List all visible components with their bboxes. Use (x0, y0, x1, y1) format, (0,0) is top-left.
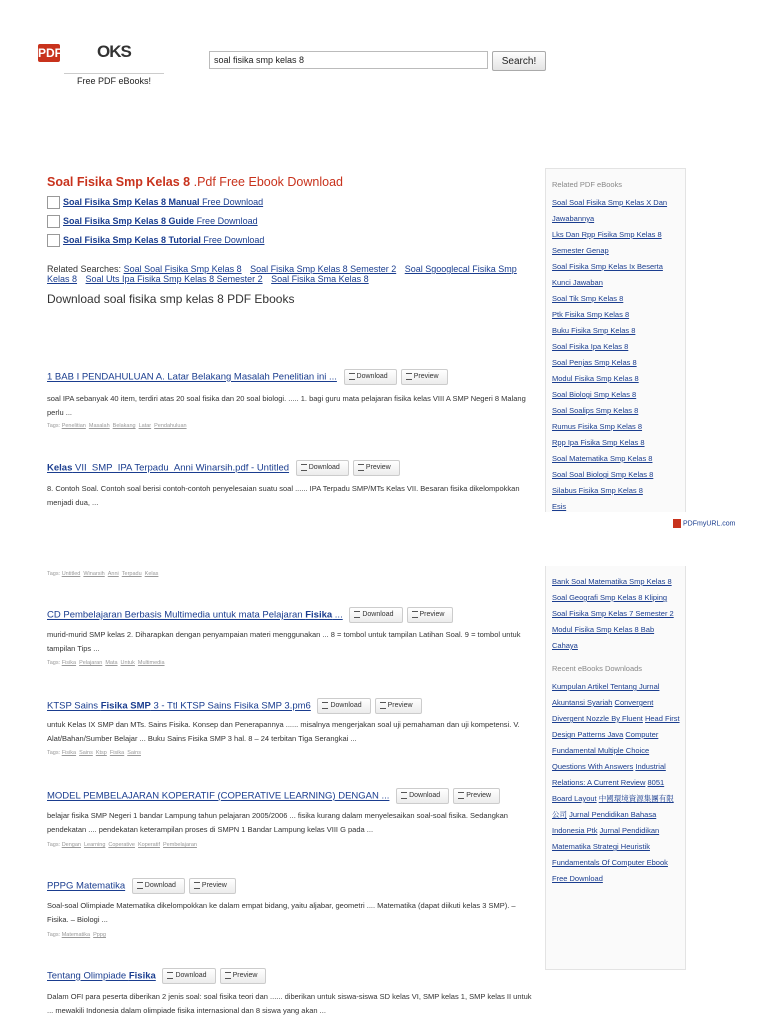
related-pdf-link[interactable]: Lks Dan Rpp Fisika Smp Kelas 8 Semester Genap (552, 230, 662, 255)
download-button-label: Download (409, 792, 441, 799)
tag-link[interactable]: Terpadu (121, 571, 142, 577)
page-break-gap (545, 512, 686, 566)
preview-button[interactable] (401, 369, 448, 385)
tag-link[interactable]: Winarsih (83, 571, 105, 577)
result-title-post: 3 - Ttl KTSP Sains Fisika SMP 3.pm6 (150, 700, 311, 712)
pdfmyurl-label: PDFmyURL.com (683, 520, 736, 528)
tags-label: Tags: (47, 571, 61, 577)
related-pdf-link[interactable]: Rumus Fisika Smp Kelas 8 (552, 422, 643, 431)
ebook-manual-free[interactable]: Free Download (199, 196, 264, 207)
search-input[interactable] (209, 51, 488, 69)
recent-ebook-link[interactable]: Jurnal Pendidikan Bahasa Indonesia Ptk (552, 810, 657, 835)
result-title-pre: Tentang Olimpiade (47, 970, 129, 982)
result-title-row (47, 788, 500, 804)
download-icon (349, 373, 355, 380)
preview-button-label: Preview (466, 792, 492, 799)
pdfmyurl-badge[interactable] (673, 519, 736, 528)
tag-link[interactable]: Kelas (144, 571, 159, 577)
result-tags (47, 423, 190, 429)
related-searches-label: Related Searches: (47, 264, 122, 274)
download-button-label: Download (362, 611, 394, 618)
download-icon (167, 972, 173, 979)
tag-link[interactable]: Penelitian (61, 423, 86, 429)
tag-link[interactable]: Mata (105, 660, 118, 666)
recent-ebook-link[interactable]: Industrial Relations: A Current Review (552, 762, 666, 787)
related-pdf-link[interactable]: Rpp Ipa Fisika Smp Kelas 8 (552, 438, 645, 447)
preview-button[interactable] (375, 698, 422, 714)
preview-button-label: Preview (419, 611, 445, 618)
result-title-link[interactable] (47, 372, 337, 383)
recent-ebook-link[interactable]: Computer Fundamental Multiple Choice Questions With Answers (552, 730, 659, 771)
tags-label: Tags: (47, 750, 61, 756)
tag-link[interactable]: Belakang (112, 423, 136, 429)
recent-ebook-link[interactable]: 8051 Board Layout (552, 778, 665, 803)
tags-label: Tags: (47, 423, 61, 429)
tag-link[interactable]: Ktsp (95, 750, 107, 756)
related-search-link[interactable]: Soal Fisika Sma Kelas 8 (271, 274, 369, 284)
result-title-link[interactable] (47, 610, 343, 621)
result-tags (47, 571, 161, 577)
result-title-pre: 1 BAB I PENDAHULUAN A. Latar Belakang Masalah Penelitian ini ... (47, 371, 337, 383)
related-pdf-list-continued (552, 574, 680, 887)
preview-icon (406, 373, 412, 380)
related-pdf-link[interactable]: Silabus Fisika Smp Kelas 8 (552, 486, 643, 495)
related-pdf-link[interactable]: Soal Fisika Smp Kelas 7 Semester 2 (552, 609, 674, 618)
preview-button[interactable] (189, 878, 236, 894)
tag-link[interactable]: Anni (107, 571, 119, 577)
ebook-tutorial-free[interactable]: Free Download (200, 234, 265, 245)
tag-link[interactable]: Coperative (108, 842, 135, 848)
recent-ebook-link[interactable]: Convergent Divergent Nozzle By Fluent (552, 698, 654, 723)
recent-ebook-link[interactable]: Kumpulan Artikel Tentang Jurnal Akuntansi Syariah (552, 682, 660, 707)
result-title-bold: Fisika (128, 970, 156, 982)
download-button[interactable] (396, 788, 449, 804)
site-tagline: Free PDF eBooks! (64, 73, 164, 86)
download-icon (137, 882, 143, 889)
result-tags (47, 932, 109, 938)
tag-link[interactable]: Fisika (61, 660, 77, 666)
result-title-row (47, 878, 236, 894)
page-title-keyword: Soal Fisika Smp Kelas 8 (47, 175, 191, 189)
recent-ebook-link[interactable]: Fundamentals Of Computer Ebook Free Download (552, 858, 668, 883)
result-title-link[interactable] (47, 463, 289, 474)
tag-link[interactable]: Masalah (88, 423, 110, 429)
result-title-row (47, 607, 453, 623)
related-pdf-link[interactable]: Ptk Fisika Smp Kelas 8 (552, 310, 630, 319)
download-button-label: Download (356, 373, 388, 380)
tag-link[interactable]: Koperatif (138, 842, 161, 848)
tag-link[interactable]: Sains (127, 750, 141, 756)
result-snippet: untuk Kelas IX SMP dan MTs. Sains Fisika. Konsep dan Penerapannya ...... misalnya mengerjakan soal uji pemahaman dan uji kompetensi. V. Alat/Bahan/Sumber Belajar ... Buku Sains Fisika SMP 3 hal. 8 – 24 terbitan Tiga Serangkai ... (47, 720, 520, 743)
result-title-pre: KTSP Sains (47, 700, 101, 712)
ebook-guide-row[interactable] (47, 215, 258, 229)
result-title-pre: CD Pembelajaran Berbasis Multimedia untuk mata Pelajaran (47, 609, 306, 621)
download-button-label: Download (144, 882, 176, 889)
download-icon (301, 464, 307, 471)
related-search-link[interactable]: Soal Uts Ipa Fisika Smp Kelas 8 Semester 2 (85, 274, 263, 284)
download-button[interactable] (162, 968, 215, 984)
download-heading: Download soal fisika smp kelas 8 PDF Ebooks (47, 292, 295, 306)
result-title-row (47, 369, 448, 385)
ebook-tutorial-row[interactable] (47, 234, 264, 248)
ebook-checkbox[interactable] (47, 215, 60, 228)
related-searches (47, 264, 535, 284)
related-pdf-link[interactable]: Soal Fisika Ipa Kelas 8 (552, 342, 629, 351)
result-title-link[interactable] (47, 881, 125, 892)
related-pdf-link[interactable]: Soal Soal Biologi Smp Kelas 8 (552, 470, 654, 479)
ebook-tutorial-link[interactable]: Soal Fisika Smp Kelas 8 Tutorial (63, 234, 201, 245)
page-title (47, 175, 343, 189)
related-search-link[interactable]: Soal Fisika Smp Kelas 8 Semester 2 (250, 264, 397, 274)
preview-button-label: Preview (365, 464, 391, 471)
related-search-link[interactable]: Soal Sgooglecal Fisika Smp Kelas 8 (47, 264, 517, 284)
preview-icon (225, 972, 231, 979)
tags-label: Tags: (47, 932, 61, 938)
download-icon (322, 702, 328, 709)
ebook-guide-link[interactable]: Soal Fisika Smp Kelas 8 Guide (63, 215, 195, 226)
result-snippet: Dalam OFI para peserta diberikan 2 jenis soal: soal fisika teori dan ...... diberikan untuk siswa-siswa SD kelas VI, SMP kelas 1, SMP kelas II untuk ... mewakili Indonesia dalam olimpiade fisika internasional dan 8 siswa yang akan ... (47, 992, 532, 1015)
recent-ebook-link[interactable]: Jurnal Pendidikan Matematika Strategi Heuristik (552, 826, 660, 851)
preview-button-label: Preview (387, 702, 413, 709)
preview-icon (380, 702, 386, 709)
tag-link[interactable]: Multimedia (137, 660, 165, 666)
preview-icon (412, 611, 418, 618)
result-snippet: Soal-soal Olimpiade Matematika dikelompokkan ke dalam empat bidang, yaitu aljabar, geometri .... Matematika (dapat diikuti kelas 3 SMP). – Fisika. – Biologi ... (47, 901, 516, 924)
preview-button[interactable] (220, 968, 267, 984)
result-title-link[interactable] (47, 701, 311, 712)
download-button-label: Download (308, 464, 340, 471)
preview-icon (458, 792, 464, 799)
preview-icon (358, 464, 364, 471)
download-button-label: Download (175, 972, 207, 979)
preview-button[interactable] (453, 788, 500, 804)
tag-link[interactable]: Pppg (93, 932, 106, 938)
recent-downloads-heading: Recent eBooks Downloads (552, 664, 643, 673)
tag-link[interactable]: Matematika (61, 932, 91, 938)
recent-ebook-link[interactable]: Head First Design Patterns Java (552, 714, 680, 739)
related-pdf-link[interactable]: Soal Soalips Smp Kelas 8 (552, 406, 639, 415)
result-snippet: soal IPA sebanyak 40 item, terdiri atas 20 soal fisika dan 20 soal biologi. ..... 1. bagi guru mata pelajaran fisika kelas VIII A SMP Negeri 8 Malang perlu ... (47, 394, 526, 417)
result-title-bold: Fisika (305, 609, 333, 621)
search-button[interactable]: Search! (492, 51, 546, 71)
result-title-row (47, 698, 422, 714)
download-icon (401, 792, 407, 799)
related-pdf-link[interactable]: Modul Fisika Smp Kelas 8 Bab Cahaya (552, 625, 655, 650)
result-snippet: murid-murid SMP kelas 2. Diharapkan dengan penyampaian materi menggunakan ... 8 = tombol untuk tampilan Latihan Soal. 9 = tombol untuk tampilan Tips ... (47, 630, 521, 653)
tags-label: Tags: (47, 660, 61, 666)
preview-button-label: Preview (413, 373, 439, 380)
ebook-guide-free[interactable]: Free Download (194, 215, 258, 226)
download-button-label: Download (330, 702, 362, 709)
related-pdf-link[interactable]: Soal Soal Fisika Smp Kelas X Dan Jawabannya (552, 198, 668, 223)
result-snippet: belajar fisika SMP Negeri 1 bandar Lampung tahun pelajaran 2005/2006 ... fisika kurang dalam menyelesaikan soal-soal fisika. Sedangkan pendekatan .... pendekatan keterampilan proses di SMPN 1 Bandar Lampung kelas VIII G pada ... (47, 811, 508, 834)
related-pdf-link[interactable]: Bank Soal Matematika Smp Kelas 8 (552, 577, 672, 586)
download-icon (354, 611, 360, 618)
result-title-bold: Kelas (47, 462, 73, 474)
recent-downloads-list (552, 679, 680, 887)
tag-link[interactable]: Dengan (61, 842, 81, 848)
preview-button[interactable] (353, 460, 400, 476)
related-pdf-link[interactable]: Soal Matematika Smp Kelas 8 (552, 454, 653, 463)
tag-link[interactable]: Learning (83, 842, 106, 848)
tag-link[interactable]: Latar (138, 423, 152, 429)
preview-button-label: Preview (232, 972, 258, 979)
related-pdf-link[interactable]: Soal Tik Smp Kelas 8 (552, 294, 624, 303)
related-pdf-link[interactable]: Esis (552, 502, 567, 511)
download-button[interactable] (344, 369, 397, 385)
tag-link[interactable]: Pelajaran (79, 660, 103, 666)
site-logo-word[interactable]: OKS (97, 42, 131, 61)
result-title-link[interactable] (47, 791, 389, 802)
related-pdf-list (552, 180, 680, 515)
ebook-manual-row[interactable] (47, 196, 263, 210)
ebook-checkbox[interactable] (47, 234, 60, 247)
download-button[interactable] (296, 460, 349, 476)
tag-link[interactable]: Untitled (61, 571, 81, 577)
related-pdf-link[interactable]: Soal Biologi Smp Kelas 8 (552, 390, 637, 399)
tag-link[interactable]: Sains (79, 750, 93, 756)
result-title-pre: PPPG Matematika (47, 880, 126, 892)
result-title-post: VII_SMP_IPA Terpadu_Anni Winarsih.pdf - Untitled (72, 462, 290, 474)
related-pdf-link[interactable]: Modul Fisika Smp Kelas 8 (552, 374, 639, 383)
tag-link[interactable]: Fisika (109, 750, 125, 756)
tag-link[interactable]: Pendahuluan (154, 423, 187, 429)
related-pdf-link[interactable]: Soal Fisika Smp Kelas Ix Beserta Kunci Jawaban (552, 262, 663, 287)
result-tags (47, 660, 168, 666)
related-pdf-heading: Related PDF eBooks (552, 180, 623, 189)
recent-ebook-link[interactable]: 中國環境資源集團有限公司 (552, 794, 674, 819)
result-title-link[interactable] (47, 971, 156, 982)
page-title-suffix: .Pdf Free Ebook Download (190, 175, 343, 189)
result-title-post: ... (332, 609, 343, 621)
preview-icon (194, 882, 200, 889)
result-title-row (47, 968, 266, 984)
result-tags (47, 842, 200, 848)
download-button[interactable] (317, 698, 370, 714)
related-pdf-link[interactable]: Soal Geografi Smp Kelas 8 Kliping (552, 593, 668, 602)
download-button[interactable] (132, 878, 185, 894)
ebook-checkbox[interactable] (47, 196, 60, 209)
ebook-manual-link[interactable]: Soal Fisika Smp Kelas 8 Manual (63, 196, 200, 207)
result-title-bold: Fisika SMP (100, 700, 151, 712)
result-title-row (47, 460, 400, 476)
related-search-link[interactable]: Soal Soal Fisika Smp Kelas 8 (123, 264, 242, 274)
site-logo-icon[interactable]: PDF (38, 46, 62, 60)
result-tags (47, 750, 144, 756)
related-pdf-link[interactable]: Buku Fisika Smp Kelas 8 (552, 326, 636, 335)
preview-button[interactable] (407, 607, 454, 623)
download-button[interactable] (349, 607, 402, 623)
tag-link[interactable]: Pembelajaran (163, 842, 197, 848)
tags-label: Tags: (47, 842, 61, 848)
result-snippet: 8. Contoh Soal. Contoh soal berisi contoh-contoh penyelesaian suatu soal ...... IPA Terpadu SMP/MTs Kelas VII. Besaran fisika dikelompokkan menjadi dua, ... (47, 484, 520, 507)
result-title-pre: MODEL PEMBELAJARAN KOPERATIF (COPERATIVE LEARNING) DENGAN ... (47, 790, 390, 802)
tag-link[interactable]: Untuk (120, 660, 135, 666)
preview-button-label: Preview (201, 882, 227, 889)
tag-link[interactable]: Fisika (61, 750, 77, 756)
pdf-icon (673, 519, 681, 528)
related-pdf-link[interactable]: Soal Penjas Smp Kelas 8 (552, 358, 637, 367)
